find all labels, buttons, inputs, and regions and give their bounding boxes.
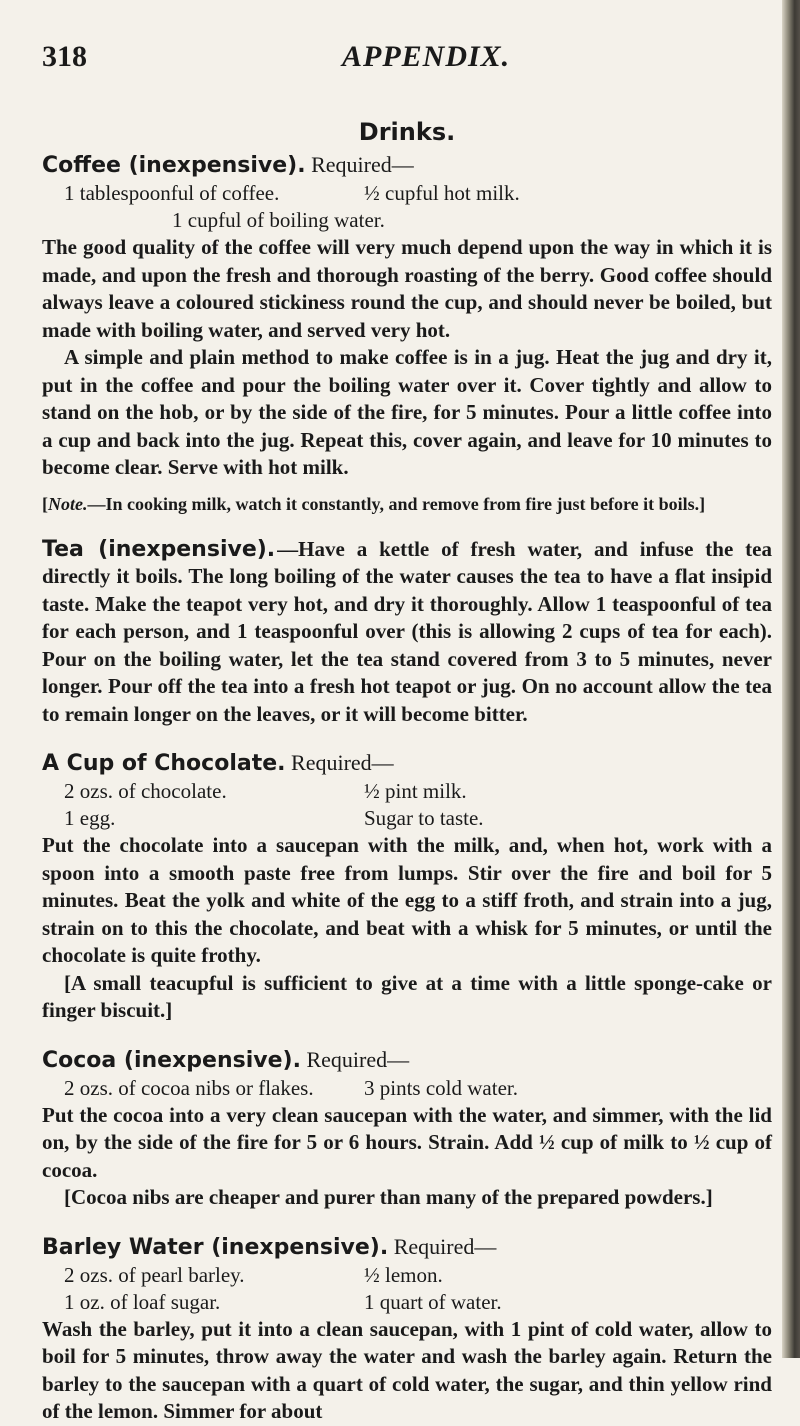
ingredient: 2 ozs. of chocolate. <box>64 779 227 803</box>
ingredient: 3 pints cold water. <box>364 1075 518 1100</box>
recipe-coffee <box>42 150 772 516</box>
ingredient: ½ cupful hot milk. <box>364 181 520 205</box>
ingredient: 1 tablespoonful of coffee. <box>64 181 280 205</box>
paragraph: Put the cocoa into a very clean saucepan with the water, and simmer, with the lid on, by the side of the fire for 5 or 6 hours. Strain. Add ½ cup of milk to ½ cup of cocoa. <box>42 1102 772 1182</box>
paragraph: The good quality of the coffee will very much depend upon the way in which it is made, and upon the fresh and thorough roasting of the berry. Good coffee should always leave a coloured stickiness round the cup, and should never be boiled, but made with boiling water, and served very hot. <box>42 235 772 342</box>
ingredient: 1 oz. of loaf sugar. <box>64 1289 221 1314</box>
ingredient-list <box>64 778 772 832</box>
recipe-title-line <box>42 1045 772 1075</box>
book-page <box>42 40 772 1426</box>
recipe-barley-water <box>42 1232 772 1426</box>
recipe-title: Coffee (inexpensive). <box>42 153 306 178</box>
section-title: Drinks. <box>358 118 456 146</box>
paragraph-text: —Have a kettle of fresh water, and infuse the tea directly it boils. The long boiling of the water causes the tea to have a flat insipid taste. Make the teapot very hot, and dry it thoroughly. Allow 1 teaspoonful of tea for each person, and 1 teaspoonful over (this is allowing 2 cups of tea for each). Pour on the boiling water, let the tea stand covered from 3 to 5 minutes, never longer. Pour off the tea into a fresh hot teapot or jug. On no account allow the tea to remain longer on the leaves, or it will become bitter. <box>42 536 772 726</box>
recipe-title-line <box>42 748 772 778</box>
running-title: APPENDIX. <box>342 40 511 73</box>
page-edge-shadow <box>782 0 800 1358</box>
ingredient: Sugar to taste. <box>364 806 484 830</box>
recipe-title: Barley Water (inexpensive). <box>42 1234 389 1260</box>
recipe-cocoa <box>42 1045 772 1212</box>
ingredient: 1 cupful of boiling water. <box>172 208 385 232</box>
recipe-title-line <box>42 150 772 180</box>
required-label: Required— <box>393 1233 497 1259</box>
ingredient-list <box>64 180 772 234</box>
required-label: Required— <box>291 750 394 775</box>
ingredient-list <box>64 1262 772 1316</box>
paragraph: Wash the barley, put it into a clean saucepan, with 1 pint of cold water, allow to boil for 5 minutes, throw away the water and wash the barley again. Return the barley to the saucepan with a quart of cold water, the sugar, and thin yellow rind of the lemon. Simmer for about <box>42 1316 772 1423</box>
ingredient: 2 ozs. of cocoa nibs or flakes. <box>64 1075 314 1100</box>
recipe-title: Tea (inexpensive). <box>42 536 276 562</box>
ingredient: ½ pint milk. <box>364 779 467 803</box>
paragraph: [Cocoa nibs are cheaper and purer than many of the prepared powders.] <box>64 1185 713 1209</box>
note-bracket: [ <box>42 493 48 514</box>
note-label: Note. <box>48 493 88 514</box>
paragraph <box>42 536 772 729</box>
recipe-title: Cocoa (inexpensive). <box>42 1047 301 1073</box>
paragraph: A simple and plain method to make coffee is in a jug. Heat the jug and dry it, put in the coffee and pour the boiling water over it. Cover tightly and allow to stand on the hob, or by the side of the fire, for 5 minutes. Pour a little coffee into a cup and back into the jug. Repeat this, cover again, and leave for 10 minutes to become clear. Serve with hot milk. <box>42 345 772 479</box>
recipe-title: A Cup of Chocolate. <box>42 751 286 776</box>
ingredient: 1 quart of water. <box>364 1289 502 1314</box>
page-header <box>42 40 772 100</box>
note <box>42 492 772 516</box>
recipe-tea <box>42 536 772 729</box>
required-label: Required— <box>311 152 414 177</box>
required-label: Required— <box>306 1046 410 1072</box>
recipe-title-line <box>42 1232 772 1262</box>
ingredient: ½ lemon. <box>364 1262 443 1287</box>
ingredient-list <box>64 1075 772 1102</box>
paragraph: Put the chocolate into a saucepan with the milk, and, when hot, work with a spoon into a smooth paste free from lumps. Stir over the fire and boil for 5 minutes. Beat the yolk and white of the egg to a stiff froth, and strain into a jug, strain on to this the chocolate, and beat with a whisk for 5 minutes, or until the chocolate is quite frothy. <box>42 833 772 967</box>
ingredient: 2 ozs. of pearl barley. <box>64 1262 245 1287</box>
page-number: 318 <box>42 40 87 73</box>
note-text: —In cooking milk, watch it constantly, and remove from fire just before it boils.] <box>87 493 706 514</box>
paragraph: [A small teacupful is sufficient to give at a time with a little sponge-cake or finger biscuit.] <box>42 970 772 1022</box>
ingredient: 1 egg. <box>64 806 116 830</box>
recipe-chocolate <box>42 748 772 1025</box>
